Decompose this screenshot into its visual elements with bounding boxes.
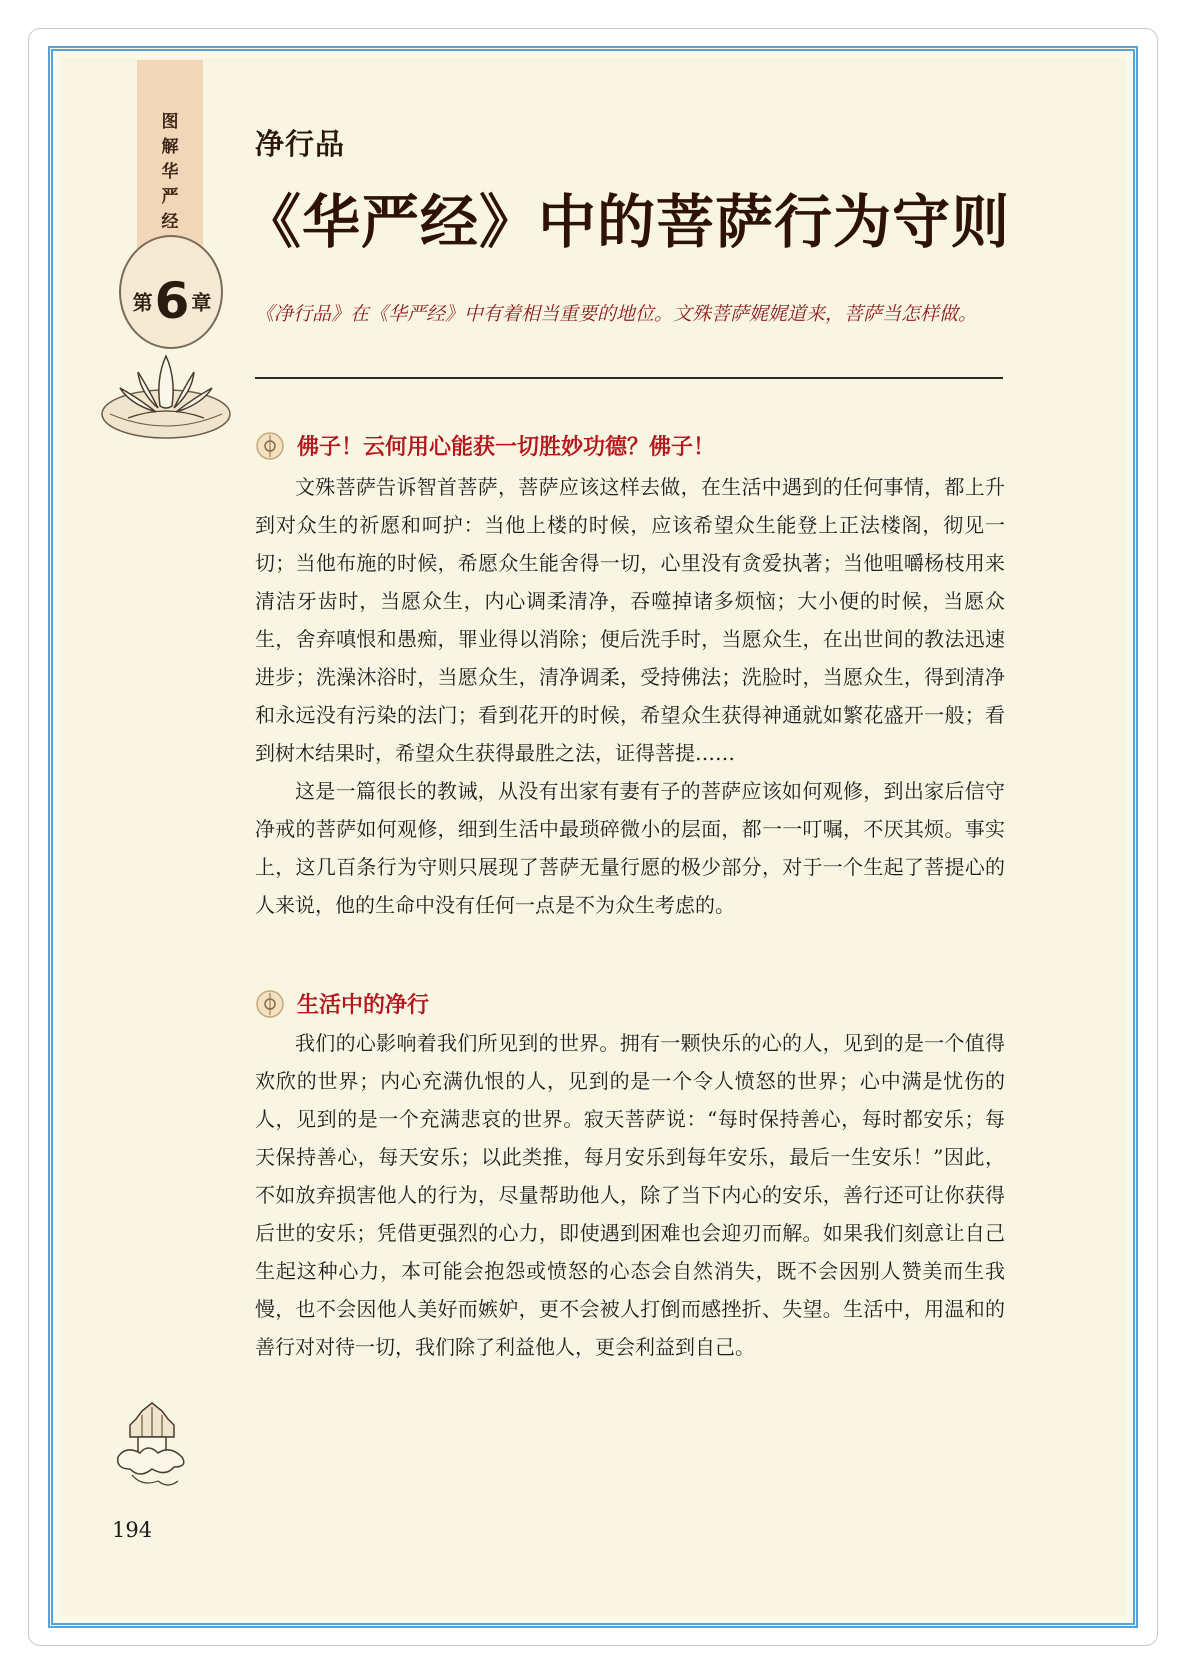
- chapter-prefix: 第: [132, 290, 153, 315]
- page-title: 《华严经》中的菩萨行为守则: [243, 188, 1011, 256]
- paragraph: 我们的心影响着我们所见到的世界。拥有一颗快乐的心的人，见到的是一个值得欢欣的世界；内心充满仇恨的人，见到的是一个令人愤怒的世界；心中满是忧伤的人，见到的是一个充满悲哀的世界。寂天菩萨说：“每时保持善心，每时都安乐；每天保持善心，每天安乐；以此类推，每月安乐到每年安乐，最后一生安乐！”因此，不如放弃损害他人的行为，尽量帮助他人，除了当下内心的安乐，善行还可让你获得后世的安乐；凭借更强烈的心力，即使遇到困难也会迎刃而解。如果我们刻意让自己生起这种心力，本可能会抱怨或愤怒的心态会自然消失，既不会因别人赞美而生我慢，也不会因他人美好而嫉妒，更不会被人打倒而感挫折、失望。生活中，用温和的善行对对待一切，我们除了利益他人，更会利益到自己。: [255, 1031, 1005, 1359]
- section-heading-text: 佛子！云何用心能获一切胜妙功德？佛子！: [297, 435, 716, 460]
- lotus-icon: [98, 348, 234, 442]
- chapter-label: [122, 272, 222, 330]
- side-tab-char: 经: [161, 212, 179, 232]
- side-tab-text: [137, 110, 203, 235]
- stupa-cloud-icon: [112, 1397, 192, 1491]
- section-label: 净行品: [255, 127, 346, 161]
- intro-text: 《净行品》在《华严经》中有着相当重要的地位。文殊菩萨娓娓道来，菩萨当怎样做。: [255, 303, 978, 325]
- side-tab-char: 解: [161, 137, 179, 157]
- side-tab-char: 图: [161, 112, 179, 132]
- chapter-suffix: 章: [191, 290, 212, 315]
- section-heading: [255, 988, 429, 1019]
- heading-bullet-icon: [255, 989, 285, 1019]
- section-body: [255, 1024, 1005, 1366]
- side-tab-char: 严: [161, 187, 179, 207]
- section-body: [255, 468, 1005, 924]
- side-tab-char: 华: [161, 162, 179, 182]
- page-number: 194: [112, 1518, 153, 1542]
- heading-bullet-icon: [255, 431, 285, 461]
- chapter-number: 6: [154, 272, 190, 330]
- paragraph: 文殊菩萨告诉智首菩萨，菩萨应该这样去做，在生活中遇到的任何事情，都上升到对众生的祈愿和呵护：当他上楼的时候，应该希望众生能登上正法楼阁，彻见一切；当他布施的时候，希愿众生能舍得一切，心里没有贪爱执著；当他咀嚼杨枝用来清洁牙齿时，当愿众生，内心调柔清净，吞噬掉诸多烦恼；大小便的时候，当愿众生，舍弃嗔恨和愚痴，罪业得以消除；便后洗手时，当愿众生，在出世间的教法迅速进步；洗澡沐浴时，当愿众生，清净调柔，受持佛法；洗脸时，当愿众生，得到清净和永远没有污染的法门；看到花开的时候，希望众生获得神通就如繁花盛开一般；看到树木结果时，希望众生获得最胜之法，证得菩提……: [255, 475, 1005, 765]
- section-heading: [255, 430, 715, 461]
- paragraph: 这是一篇很长的教诫，从没有出家有妻有子的菩萨应该如何观修，到出家后信守净戒的菩萨如何观修，细到生活中最琐碎微小的层面，都一一叮嘱，不厌其烦。事实上，这几百条行为守则只展现了菩萨无量行愿的极少部分，对于一个生起了菩提心的人来说，他的生命中没有任何一点是不为众生考虑的。: [255, 779, 1005, 917]
- section-heading-text: 生活中的净行: [297, 993, 430, 1018]
- title-divider: [255, 377, 1003, 379]
